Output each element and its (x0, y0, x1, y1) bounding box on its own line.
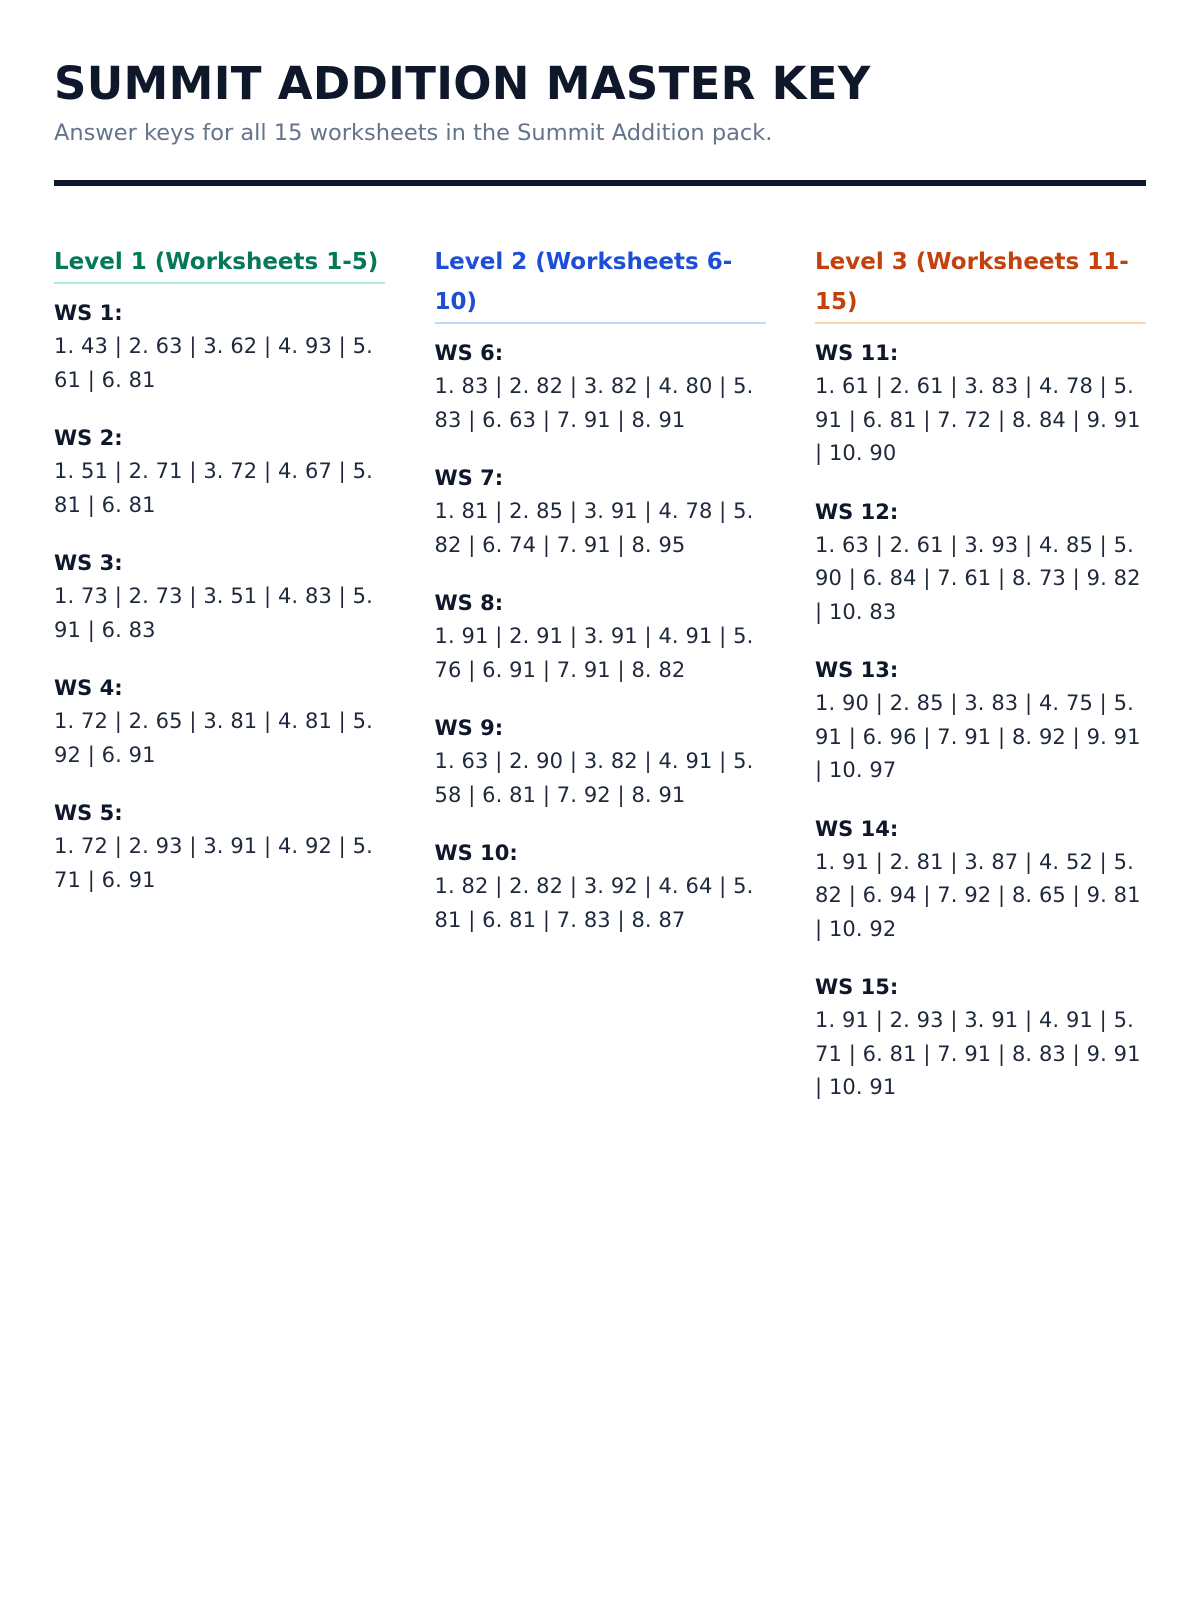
worksheet-label: WS 1: (54, 301, 123, 325)
document-subtitle: Answer keys for all 15 worksheets in the Summit Addition pack. (54, 120, 773, 146)
worksheet-entry-1 (54, 296, 385, 397)
worksheet-answers: 1. 51 | 2. 71 | 3. 72 | 4. 67 | 5. 81 | 6. 81 (54, 459, 373, 517)
worksheet-answers: 1. 82 | 2. 82 | 3. 92 | 4. 64 | 5. 81 | 6. 81 | 7. 83 | 8. 87 (434, 874, 754, 932)
worksheet-entry-5 (54, 796, 385, 897)
worksheet-label: WS 9: (434, 716, 504, 740)
worksheet-entry-9 (435, 711, 766, 812)
worksheet-answers: 1. 91 | 2. 93 | 3. 91 | 4. 91 | 5. 71 | 6. 81 | 7. 91 | 8. 83 | 9. 91 | 10. 91 (815, 1008, 1141, 1099)
worksheet-label: WS 11: (815, 341, 899, 365)
worksheet-answers: 1. 63 | 2. 90 | 3. 82 | 4. 91 | 5. 58 | 6. 81 | 7. 92 | 8. 91 (434, 749, 754, 807)
worksheet-label: WS 4: (54, 676, 123, 700)
level-1-heading: Level 1 (Worksheets 1-5) (54, 242, 385, 284)
level-3-worksheet-list (815, 336, 1146, 1105)
worksheet-answers: 1. 90 | 2. 85 | 3. 83 | 4. 75 | 5. 91 | 6. 96 | 7. 91 | 8. 92 | 9. 91 | 10. 97 (815, 691, 1141, 782)
worksheet-label: WS 2: (54, 426, 123, 450)
worksheet-answers: 1. 61 | 2. 61 | 3. 83 | 4. 78 | 5. 91 | 6. 81 | 7. 72 | 8. 84 | 9. 91 | 10. 90 (815, 374, 1141, 465)
worksheet-entry-8 (435, 586, 766, 687)
worksheet-entry-13 (815, 653, 1146, 788)
worksheet-entry-2 (54, 421, 385, 522)
worksheet-label: WS 14: (815, 816, 899, 841)
worksheet-entry-12 (815, 495, 1146, 630)
worksheet-answers: 1. 73 | 2. 73 | 3. 51 | 4. 83 | 5. 91 | 6. 83 (54, 584, 373, 642)
worksheet-label: WS 13: (815, 658, 899, 682)
worksheet-entry-10 (435, 836, 766, 937)
worksheet-label: WS 5: (54, 801, 123, 825)
level-2-column (435, 242, 766, 1129)
worksheet-answers: 1. 43 | 2. 63 | 3. 62 | 4. 93 | 5. 61 | 6. 81 (54, 334, 373, 392)
worksheet-label: WS 12: (815, 499, 899, 524)
worksheet-label: WS 6: (434, 341, 504, 365)
worksheet-answers: 1. 83 | 2. 82 | 3. 82 | 4. 80 | 5. 83 | 6. 63 | 7. 91 | 8. 91 (434, 374, 754, 432)
document-title: SUMMIT ADDITION MASTER KEY (54, 57, 871, 110)
worksheet-answers: 1. 91 | 2. 81 | 3. 87 | 4. 52 | 5. 82 | 6. 94 | 7. 92 | 8. 65 | 9. 81 | 10. 92 (815, 849, 1141, 941)
worksheet-entry-6 (435, 336, 766, 437)
worksheet-label: WS 10: (434, 841, 518, 865)
level-2-heading: Level 2 (Worksheets 6-10) (435, 242, 766, 324)
document-header (54, 0, 1146, 186)
level-1-worksheet-list (54, 296, 385, 897)
worksheet-answers: 1. 72 | 2. 93 | 3. 91 | 4. 92 | 5. 71 | 6. 91 (54, 834, 373, 892)
worksheet-answers: 1. 91 | 2. 91 | 3. 91 | 4. 91 | 5. 76 | 6. 91 | 7. 91 | 8. 82 (434, 624, 754, 682)
worksheet-label: WS 3: (54, 551, 123, 575)
worksheet-label: WS 7: (434, 466, 504, 490)
level-columns (54, 242, 1146, 1129)
worksheet-entry-14 (815, 812, 1146, 947)
worksheet-answers: 1. 63 | 2. 61 | 3. 93 | 4. 85 | 5. 90 | 6. 84 | 7. 61 | 8. 73 | 9. 82 | 10. 83 (815, 532, 1141, 624)
level-3-column (815, 242, 1146, 1129)
level-1-column (54, 242, 385, 1129)
worksheet-entry-11 (815, 336, 1146, 471)
worksheet-entry-3 (54, 546, 385, 647)
level-3-heading: Level 3 (Worksheets 11-15) (815, 242, 1146, 324)
header-divider (54, 180, 1146, 186)
worksheet-label: WS 8: (434, 591, 504, 615)
level-2-worksheet-list (435, 336, 766, 937)
worksheet-entry-15 (815, 970, 1146, 1105)
worksheet-answers: 1. 72 | 2. 65 | 3. 81 | 4. 81 | 5. 92 | 6. 91 (54, 709, 373, 767)
worksheet-answers: 1. 81 | 2. 85 | 3. 91 | 4. 78 | 5. 82 | 6. 74 | 7. 91 | 8. 95 (434, 499, 754, 557)
worksheet-entry-7 (435, 461, 766, 562)
worksheet-entry-4 (54, 671, 385, 772)
worksheet-label: WS 15: (815, 975, 899, 999)
